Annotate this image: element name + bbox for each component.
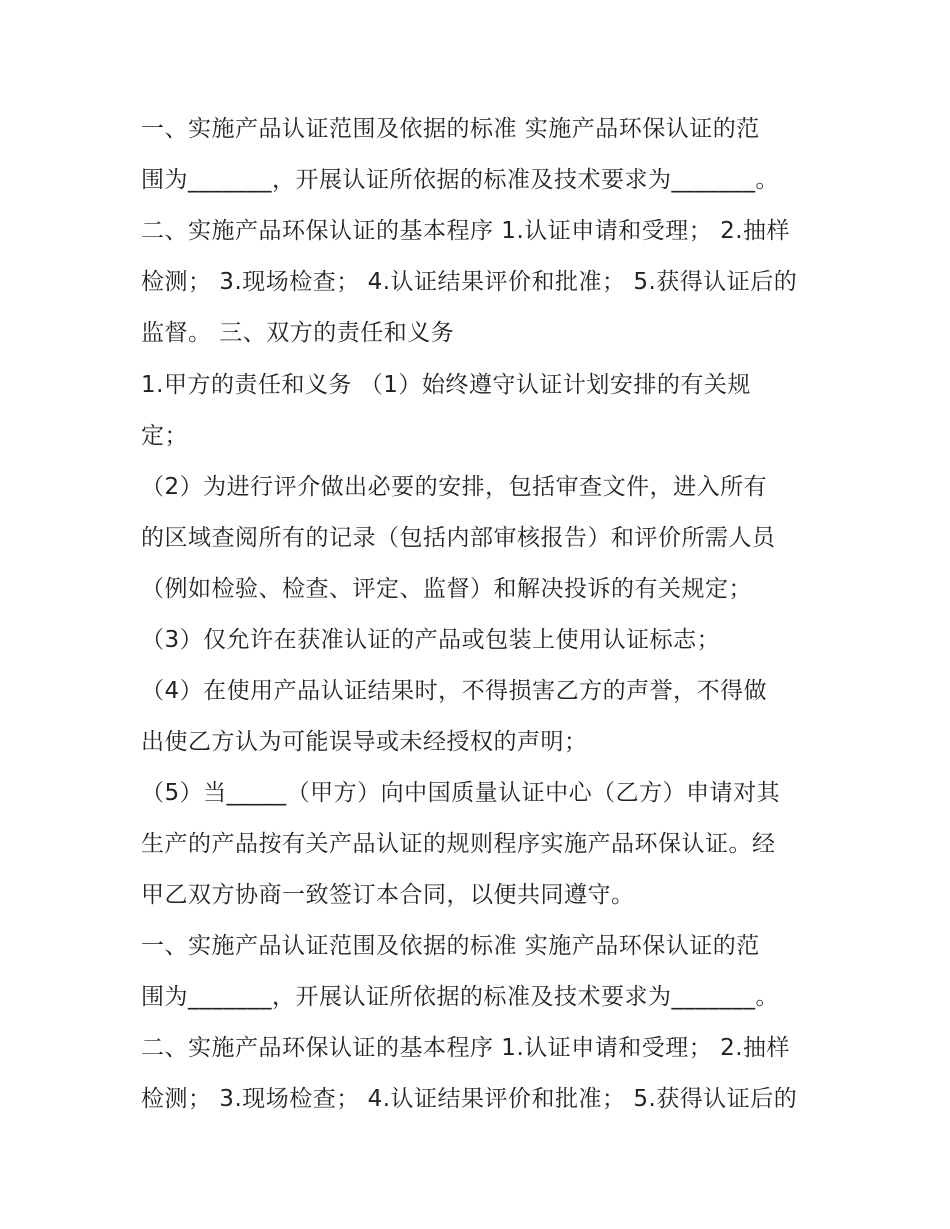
text-line: 围为_______，开展认证所依据的标准及技术要求为_______。 <box>141 984 779 1010</box>
text-line: 一、实施产品认证范围及依据的标准 实施产品环保认证的范 <box>141 116 760 142</box>
text-line: 监督。 三、双方的责任和义务 <box>141 320 455 346</box>
text-line: 检测； 3.现场检查； 4.认证结果评价和批准； 5.获得认证后的 <box>141 269 798 295</box>
text-line: 一、实施产品认证范围及依据的标准 实施产品环保认证的范 <box>141 933 760 959</box>
text-line: 二、实施产品环保认证的基本程序 1.认证申请和受理； 2.抽样 <box>141 1035 791 1061</box>
text-line: 甲乙双方协商一致签订本合同，以便共同遵守。 <box>141 882 635 908</box>
text-line: 二、实施产品环保认证的基本程序 1.认证申请和受理； 2.抽样 <box>141 218 791 244</box>
text-line: （例如检验、检查、评定、监督）和解决投诉的有关规定； <box>141 576 752 602</box>
text-line: （4）在使用产品认证结果时，不得损害乙方的声誉，不得做 <box>141 678 768 704</box>
text-line: （2）为进行评介做出必要的安排，包括审查文件，进入所有 <box>141 474 768 500</box>
text-line: 生产的产品按有关产品认证的规则程序实施产品环保认证。经 <box>141 831 776 857</box>
text-line: 的区域查阅所有的记录（包括内部审核报告）和评价所需人员 <box>141 525 776 551</box>
text-line: （3）仅允许在获准认证的产品或包装上使用认证标志； <box>141 627 721 653</box>
text-line: 检测； 3.现场检查； 4.认证结果评价和批准； 5.获得认证后的 <box>141 1086 798 1112</box>
text-line: 出使乙方认为可能误导或未经授权的声明； <box>141 729 588 755</box>
text-line: 围为_______，开展认证所依据的标准及技术要求为_______。 <box>141 167 779 193</box>
text-line: 定； <box>141 423 188 449</box>
text-line: 1.甲方的责任和义务 （1）始终遵守认证计划安排的有关规 <box>141 372 751 398</box>
text-line: （5）当_____（甲方）向中国质量认证中心（乙方）申请对其 <box>141 780 781 806</box>
